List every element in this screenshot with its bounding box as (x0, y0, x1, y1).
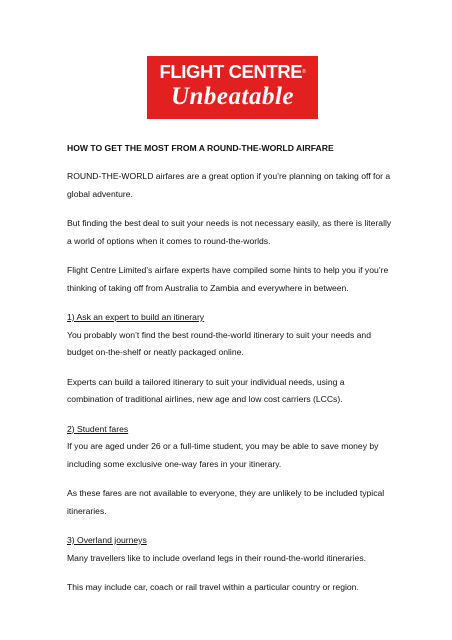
section-2-text-2: As these fares are not available to everyone, they are unlikely to be included typical itineraries. (67, 488, 385, 516)
section-3-text-1: Many travellers like to include overland legs in their round-the-world itineraries. (67, 552, 367, 563)
flight-centre-logo (147, 56, 318, 119)
section-3-text-2: This may include car, coach or rail travel within a particular country or region. (67, 582, 359, 592)
logo-wordmark (147, 62, 318, 82)
section-1-text-1: You probably won’t find the best round-the-world itinerary to suit your needs and budget on-the-shelf or neatly packaged online. (67, 329, 371, 357)
intro-paragraph-2: But finding the best deal to suit your needs is not necessary easily, as there is literally a world of options when it comes to round-the-worlds. (67, 218, 392, 246)
section-2 (67, 421, 392, 474)
document-title: HOW TO GET THE MOST FROM A ROUND-THE-WORLD AIRFARE (67, 143, 334, 153)
section-3 (67, 532, 392, 567)
section-1-text-2: Experts can build a tailored itinerary to suit your individual needs, using a combination of traditional airlines, new age and low cost carriers (LCCs). (67, 376, 345, 404)
section-1 (67, 309, 392, 362)
intro-paragraph-3: Flight Centre Limited’s airfare experts have compiled some hints to help you if you’re thinking of taking off from Australia to Zambia and everywhere in between. (67, 265, 389, 293)
logo-line1: FLIGHT CENTRE (159, 61, 303, 82)
section-2-text-1: If you are aged under 26 or a full-time student, you may be able to save money by including some exclusive one-way fares in your itinerary. (67, 441, 379, 469)
intro-paragraph-1: ROUND-THE-WORLD airfares are a great option if you’re planning on taking off for a global adventure. (67, 171, 391, 199)
section-1-heading: 1) Ask an expert to build an itinerary (67, 312, 205, 322)
section-2-heading: 2) Student fares (67, 423, 129, 434)
document-body (67, 141, 392, 609)
logo-tagline: Unbeatable (170, 83, 295, 110)
logo-registered-mark: ® (302, 69, 306, 75)
section-3-heading: 3) Overland journeys (67, 535, 147, 545)
